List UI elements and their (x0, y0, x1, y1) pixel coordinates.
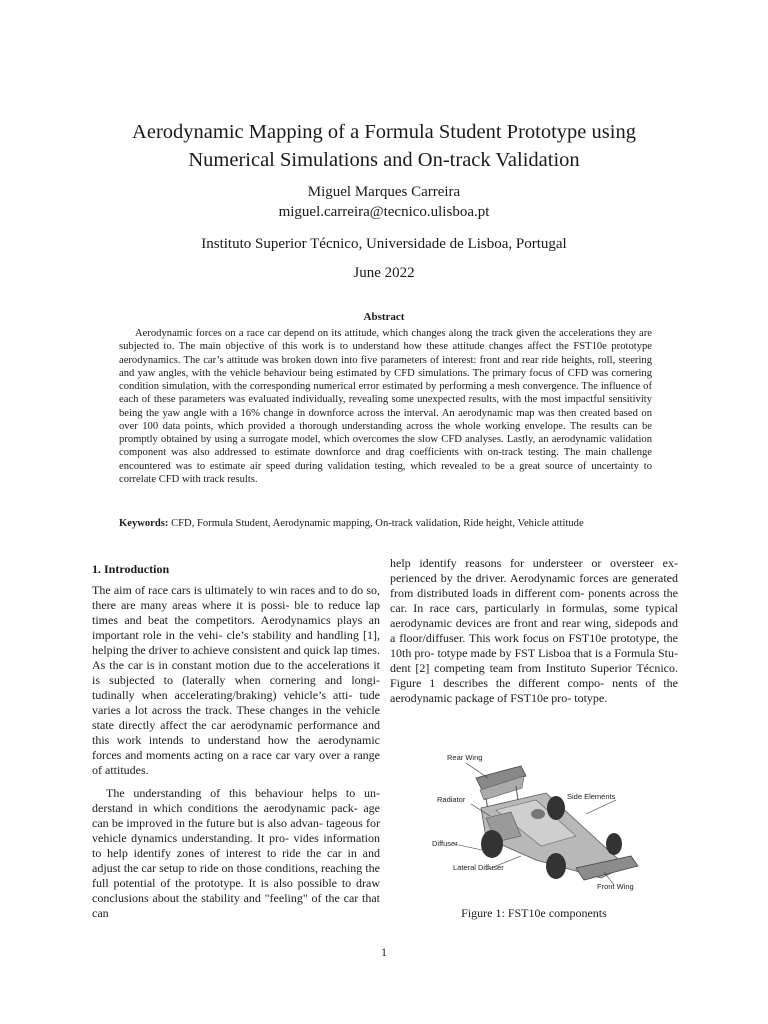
date: June 2022 (353, 265, 415, 281)
text-line: to do so, there are many areas where it is possi- (92, 583, 380, 612)
text-line: The understanding of this behaviour helps to un- (106, 786, 380, 800)
text-line: component was also addressed to estimate downforce and drag coefficients with on-track testing. The (119, 447, 586, 459)
label-diffuser: Diffuser (432, 839, 458, 848)
text-line: perienced by the driver. Aerodynamic forces are (390, 571, 632, 585)
text-line: help identify reasons for understeer or oversteer ex- (390, 556, 678, 570)
section-title-introduction: 1. Introduction (92, 562, 170, 576)
text-line: Técnico. Figure 1 describes the different compo- (390, 661, 678, 690)
text-line: with the most impactful sensitivity being the yaw angle with a 16% change in downforce across the (119, 394, 652, 419)
text-line: This work focus on FST10e prototype, the 10th pro- (390, 631, 678, 660)
text-line: front and rear wing, sidepods and a floor/diffuser. (390, 616, 678, 645)
title-line-1: Aerodynamic Mapping of a Formula Student Prototype using (132, 121, 636, 143)
text-line: five parameters of interest: front and rear ride heights, roll, steering and yaw angles, with the vehicle (119, 354, 652, 379)
figure-fst10e-components (426, 748, 648, 898)
text-line: totype made by FST Lisboa that is a Formula Stu- (437, 646, 679, 660)
text-line: about the stability and "feeling" of the car that can (92, 891, 380, 920)
label-front-wing: Front Wing (597, 882, 634, 891)
text-line: thorough understanding across the whole working envelope. The results can be promptly obtained by (119, 420, 652, 445)
text-line: tageous for vehicle dynamics understanding. It pro- (92, 816, 380, 845)
text-line: the accelerations they are subjected to. The main objective of this work is to understand how these (119, 328, 652, 353)
author-email: miguel.carreira@tecnico.ulisboa.pt (278, 204, 490, 220)
text-line: derstand in which conditions the aerodynamic pack- (92, 801, 364, 815)
abstract-title: Abstract (363, 311, 405, 323)
text-line: in formulas, some typical aerodynamic devices are (390, 601, 678, 630)
text-line: interval. An aerodynamic map was then created based on over 100 data points, which provided a (119, 407, 652, 432)
paper-title (0, 118, 768, 174)
keywords-text: CFD, Formula Student, Aerodynamic mapping, On-track validation, Ride height, Vehicle attitude (171, 518, 584, 529)
label-rear-wing: Rear Wing (447, 753, 483, 762)
affiliation: Instituto Superior Técnico, Universidade de Lisboa, Portugal (201, 236, 567, 252)
text-line: car is in constant motion due to the accelerations it (127, 658, 380, 672)
text-line: Aerodynamic forces on a race car depend on its attitude, which changes along the track given (135, 328, 543, 339)
text-line: those conditions, reaching the full potential of the (92, 861, 380, 890)
left-column (92, 562, 380, 921)
text-line: generated from distributed loads in different com- (390, 571, 678, 600)
text-line: tudinally when accelerating/braking) vehicle’s atti- (92, 688, 360, 702)
label-lateral-diffuser: Lateral Diffuser (453, 863, 504, 872)
intro-paragraph-2 (92, 786, 380, 921)
text-line: using a surrogate model, which overcomes the slow CFD analyses. Lastly, an aerodynamic validation (214, 434, 652, 445)
label-radiator: Radiator (437, 795, 466, 804)
text-line: cle’s stability and handling [1], helping the driver (92, 628, 381, 657)
text-line: to achieve consistent and quick lap times. As the (92, 643, 380, 672)
text-line: influence of each of these parameters was evaluated individually, revealing some unexpected results, (119, 381, 653, 406)
text-line: dent [2] competing team from Instituto Superior (390, 661, 637, 675)
text-line: Aerodynamics plays an important role in the vehi- (92, 613, 380, 642)
text-line: the vehicle state directly affect the car aerodynamic (92, 703, 380, 732)
text-line: age can be improved in the future but is also advan- (92, 801, 380, 830)
keywords-label: Keywords: (119, 518, 169, 529)
page-number: 1 (381, 945, 387, 959)
text-line: The aim of race cars is ultimately to win races and (92, 583, 339, 597)
abstract-body (119, 327, 652, 486)
intro-paragraph-1 (92, 583, 380, 778)
right-column (390, 556, 678, 706)
text-line: simulation, with the corresponding numerical error estimated by performing a mesh convergence. The (161, 381, 601, 392)
text-line: performance and this work intends to understand (92, 718, 380, 747)
text-line: prototype. It is also possible to draw conclusions (92, 876, 381, 905)
text-line: totype. (574, 691, 608, 705)
text-line: great source of uncertainty to correlate CFD with track results. (119, 460, 652, 485)
text-line: ponents across the car. In race cars, particularly (390, 586, 678, 615)
text-line: on a race car vary over a range of attitudes. (92, 748, 380, 777)
text-line: attitude changes affect the FST10e prototype aerodynamics. The car’s attitude was broken down into (119, 341, 652, 366)
author-name: Miguel Marques Carreira (307, 184, 461, 200)
text-line: vides information to help identify zones of interest (92, 831, 380, 860)
title-line-2: Numerical Simulations and On-track Validation (188, 149, 580, 171)
text-line: tude varies a lot across the track. These changes in (92, 688, 380, 717)
text-line: to ride the car in and adjust the car setup to ride on (92, 846, 380, 875)
text-line: ble to reduce lap times and beat the competitors. (92, 598, 380, 627)
keywords (119, 517, 652, 530)
text-line: nents of the aerodynamic package of FST10e pro- (390, 676, 678, 705)
text-line: how the aerodynamic forces and moments acting (92, 733, 380, 762)
text-line: behaviour being estimated by CFD simulations. The primary focus of CFD was cornering condition (119, 367, 652, 392)
text-line: main challenge encountered was to estimate air speed during validation testing, which revealed to be a (119, 447, 652, 472)
text-line: is subjected to (laterally when cornering and longi- (92, 673, 380, 687)
figure-caption: Figure 1: FST10e components (461, 906, 607, 920)
intro-paragraph-3 (390, 556, 678, 706)
car-illustration (426, 748, 648, 898)
label-side-elements: Side Elements (567, 792, 616, 801)
